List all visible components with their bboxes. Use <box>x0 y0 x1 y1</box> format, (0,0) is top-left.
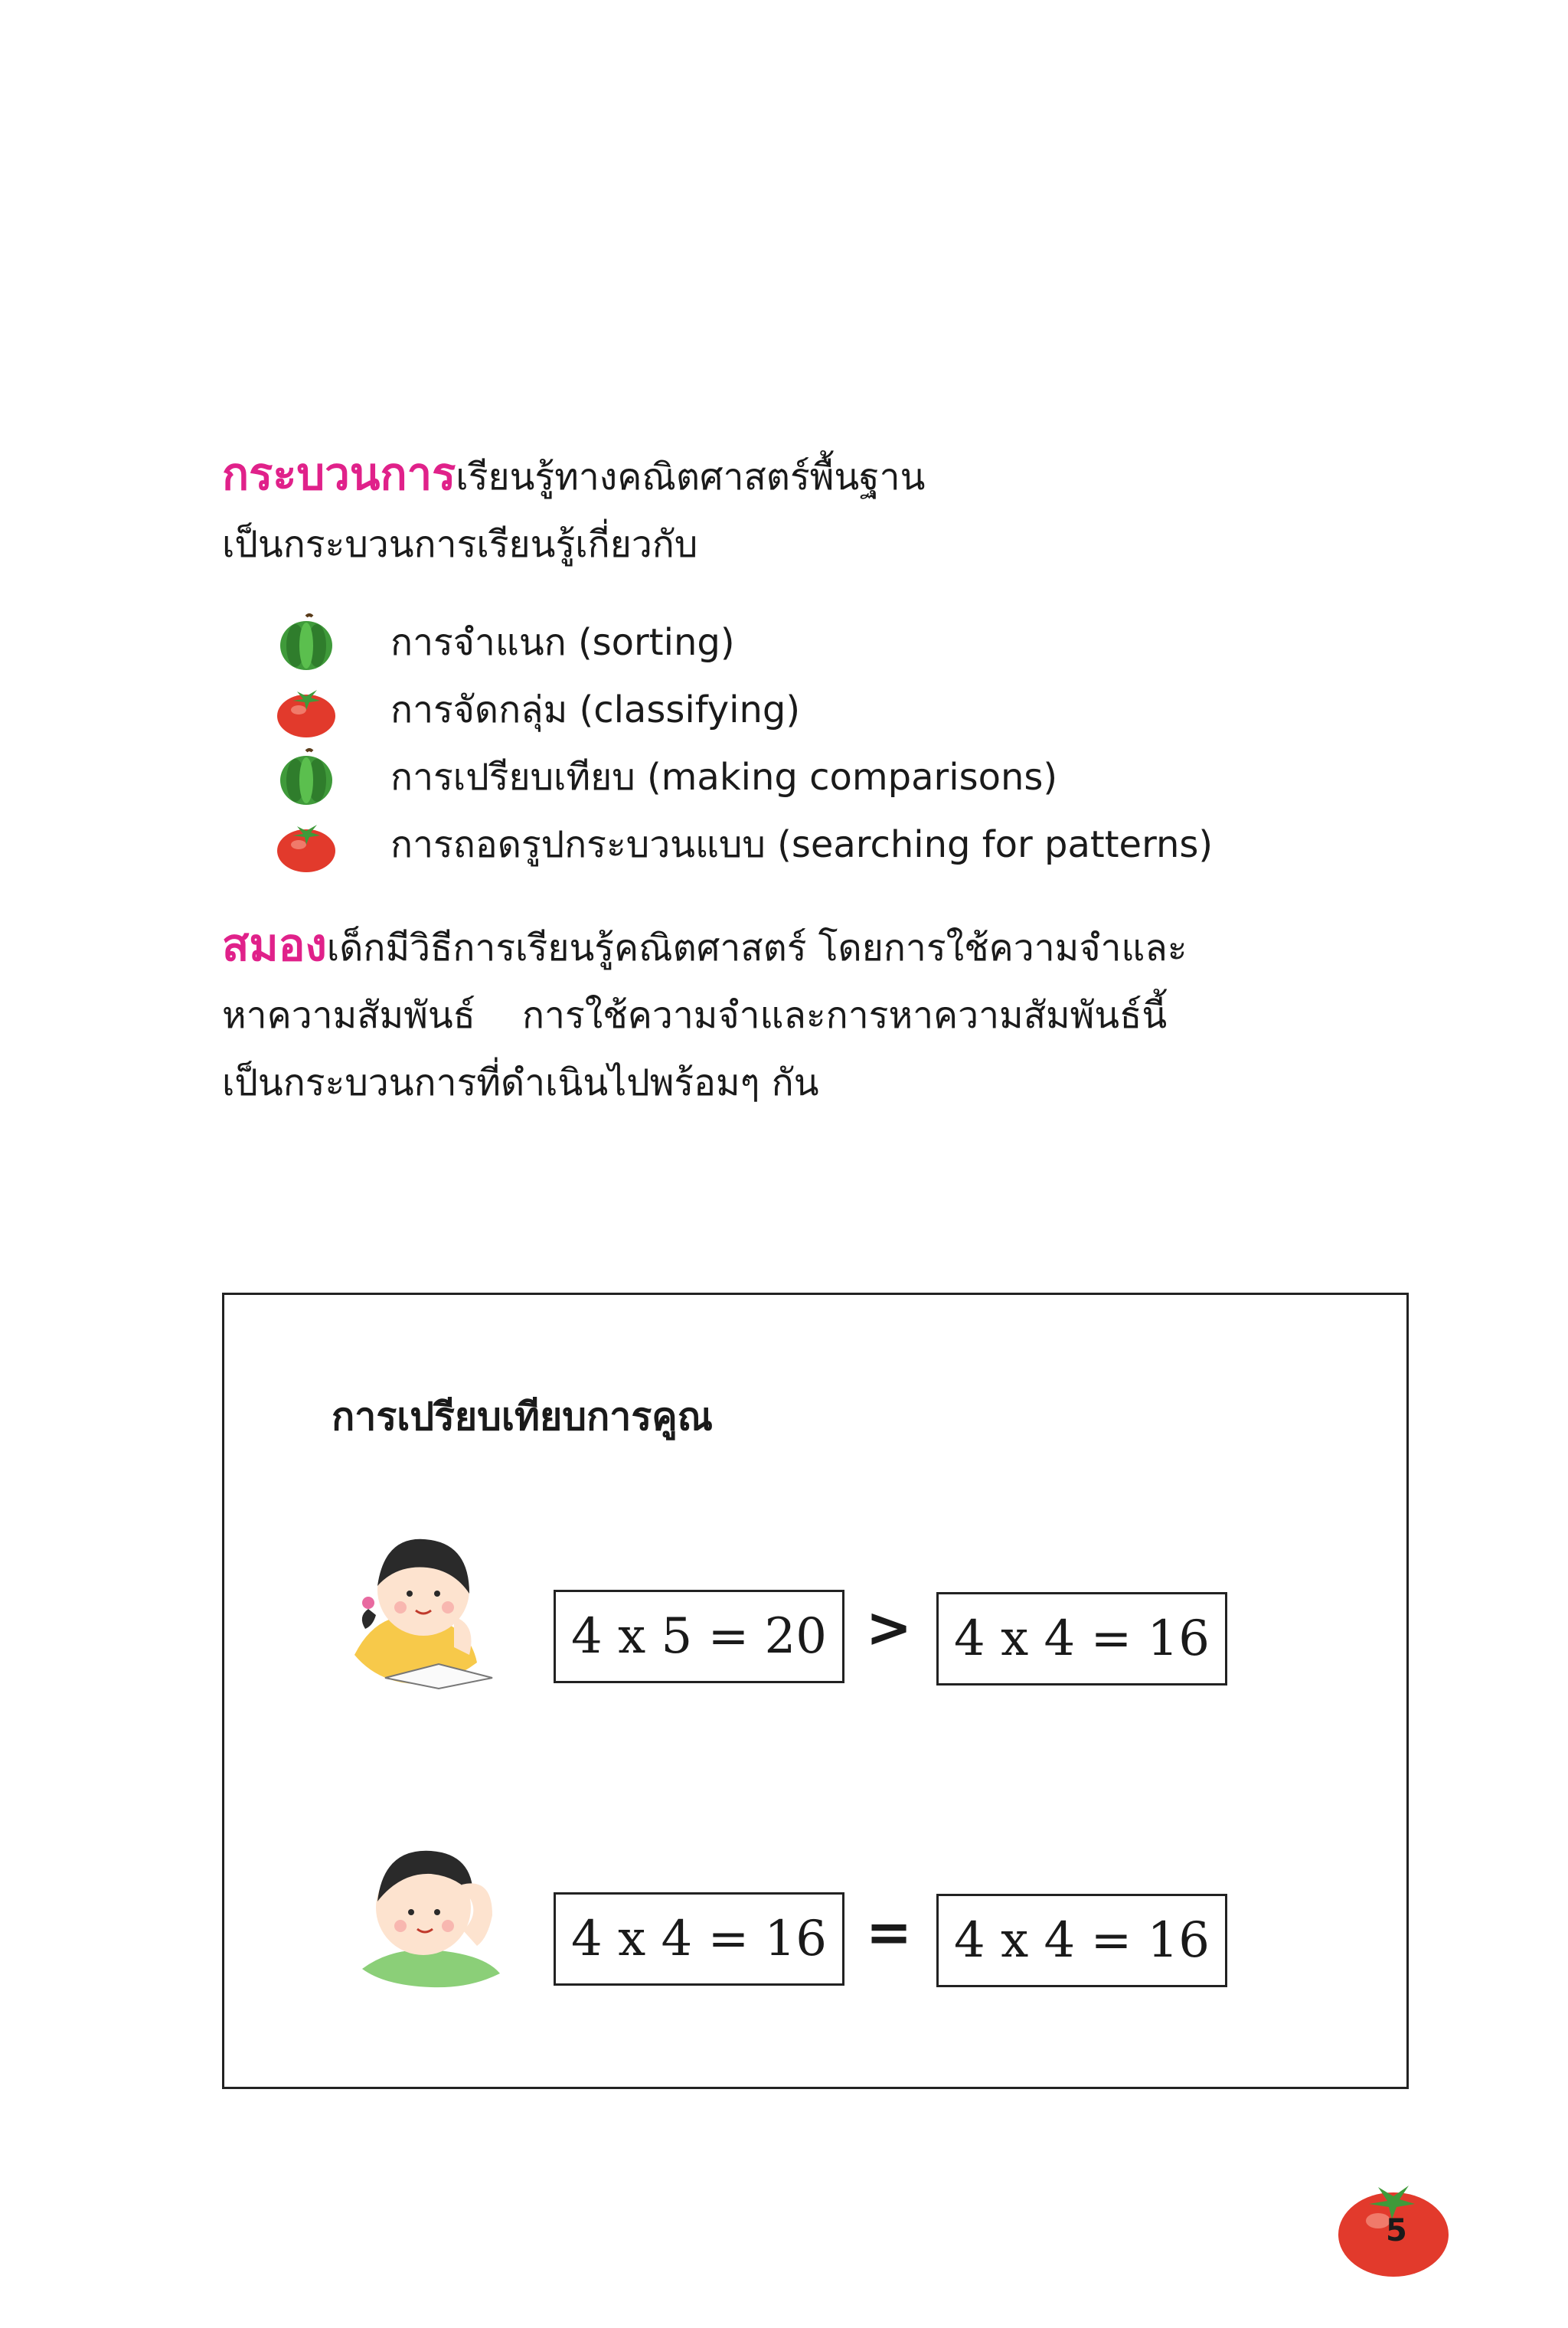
equation-box-left: 4 x 5 = 20 <box>554 1590 844 1683</box>
green-pepper-icon <box>276 613 337 672</box>
paragraph-1-line-1: เรียนรู้ทางคณิตศาสตร์พื้นฐาน <box>456 456 926 499</box>
page-number: 5 <box>1386 2213 1407 2248</box>
comparison-box <box>222 1293 1409 2089</box>
greater-than-operator: > <box>865 1595 913 1659</box>
accent-heading-process: กระบวนการ <box>222 448 456 500</box>
green-pepper-icon <box>276 748 337 806</box>
paragraph-1-line-2: เป็นกระบวนการเรียนรู้เกี่ยวกับ <box>222 523 698 566</box>
tomato-icon <box>276 816 337 874</box>
tomato-icon <box>276 681 337 739</box>
girl-reading-illustration <box>339 1517 508 1701</box>
paragraph-2-line-2: หาความสัมพันธ์ การใช้ความจำและการหาความสัมพันธ์นี้ <box>222 994 1168 1037</box>
bullet-text: การถอดรูปกระบวนแบบ (searching for patterns) <box>390 823 1214 866</box>
equals-operator: = <box>865 1900 913 1964</box>
equation-box-left: 4 x 4 = 16 <box>554 1892 844 1986</box>
paragraph-1 <box>222 440 925 578</box>
bullet-text: การเปรียบเทียบ (making comparisons) <box>390 756 1058 799</box>
accent-heading-brain: สมอง <box>222 919 327 971</box>
paragraph-2-line-1: เด็กมีวิธีการเรียนรู้คณิตศาสตร์ โดยการใช้ความจำและ <box>326 927 1187 969</box>
equation-box-right: 4 x 4 = 16 <box>936 1894 1227 1987</box>
paragraph-2 <box>222 911 1187 1117</box>
box-title: การเปรียบเทียบการคูณ <box>332 1395 714 1439</box>
bullet-text: การจำแนก (sorting) <box>390 621 735 664</box>
paragraph-2-line-3: เป็นกระบวนการที่ดำเนินไปพร้อมๆ กัน <box>222 1061 819 1104</box>
equation-box-right: 4 x 4 = 16 <box>936 1592 1227 1686</box>
bullet-text: การจัดกลุ่ม (classifying) <box>390 688 801 731</box>
boy-thinking-illustration <box>347 1831 515 1992</box>
